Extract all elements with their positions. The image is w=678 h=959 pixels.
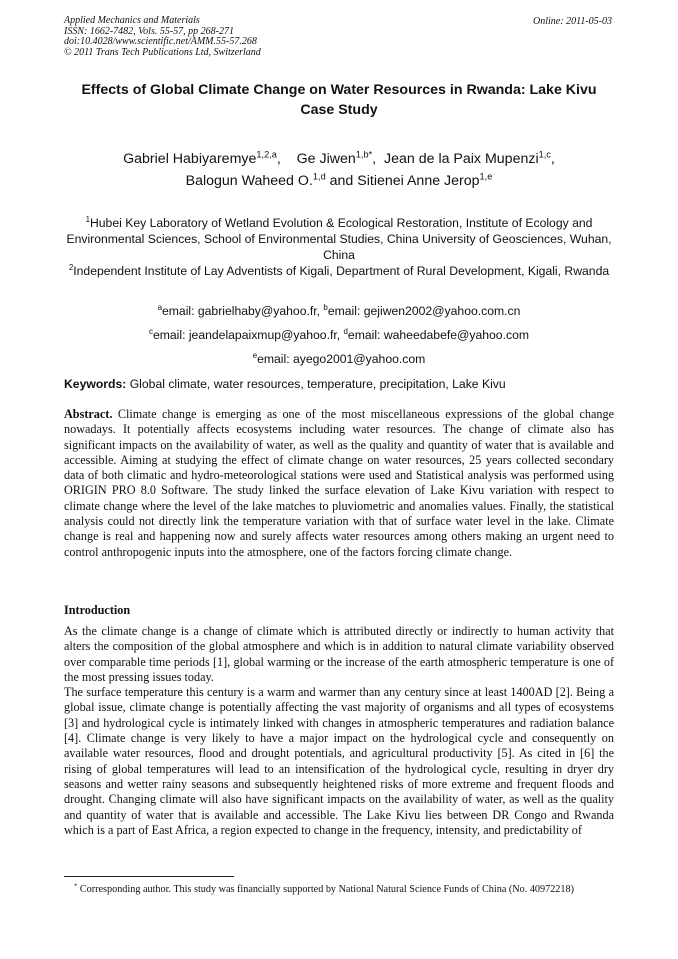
author-list xyxy=(64,148,614,192)
email-a: email: gabrielhaby@yahoo.fr, xyxy=(161,304,321,318)
footnote-mark: * xyxy=(74,882,78,890)
abstract-label: Abstract. xyxy=(64,407,113,421)
email-e: email: ayego2001@yahoo.com xyxy=(257,352,426,366)
abstract-text: Climate change is emerging as one of the most miscellaneous expressions of the global change nowadays. It potentially affects ecosystems including water resources. The change of climate also has significant impacts on the availability of water, as well as the quality and quantity of water that is available and accessible. Aiming at studying the effect of climate change on water resources, 25 years collected secondary data of both climatic and hydro-meteorological stations were used and Statistical analysis was performed using ORIGIN PRO 8.0 Software. The study linked the surface elevation of Lake Kivu variation with respect to climate change where the level of the lake matches to pluviometric and anomalies values. Finally, the statistical analysis could not directly link the temperature variation with that of surface water level in the lake. Climate change is real and happening now and surely affects water resources among others making an urgent need to control anthropogenic inputs into the atmosphere, one of the factors forcing climate change. xyxy=(64,407,615,559)
email-c: email: jeandelapaixmup@yahoo.fr, xyxy=(152,328,341,342)
footnote-rule xyxy=(64,876,234,877)
journal-info xyxy=(64,16,261,58)
journal-issn: ISSN: 1662-7482, Vols. 55-57, pp 268-271 xyxy=(64,25,234,37)
footnote xyxy=(64,883,614,896)
email-d: email: waheedabefe@yahoo.com xyxy=(347,328,529,342)
journal-doi: doi:10.4028/www.scientific.net/AMM.55-57.268 xyxy=(64,36,257,48)
paragraph: The surface temperature this century is a warm and warmer than any century since at least 1400AD [2]. Being a global issue, climate change is potentially affecting the vast majority of organisms and all types of ecosystems [3] and hydrological cycle is intimately linked with changes in atmospheric temperatures and radiation balance [4]. Climate change is very likely to have a major impact on the hydrological cycle and consequently on available water resources, flood and drought potentials, and agricultural productivity [5]. As cited in [6] the rising of global temperatures will lead to an intensification of the hydrological cycle, resulting in dryer dry seasons and wetter rainy seasons and subsequently heightened risks of more extreme and frequent floods and drought. Changing climate will also have significant impacts on the availability of water, as well as the quality and quantity of water that is available and accessible. The Lake Kivu lies between DR Congo and Rwanda which is a part of East Africa, a region expected to change in the frequency, intensity, and predictability of xyxy=(64,685,614,837)
journal-name: Applied Mechanics and Materials xyxy=(64,15,200,26)
email-b: email: gejiwen2002@yahoo.com.cn xyxy=(327,304,521,318)
footnote-text: Corresponding author. This study was financially supported by National Natural Science Funds of China (No. 40972218) xyxy=(79,884,574,895)
paragraph: As the climate change is a change of climate which is attributed directly or indirectly to human activity that alters the composition of the global atmosphere and which is in addition to natural climate variability observed over comparable time periods [1], global warming or the increase of the earth atmospheric temperature is one of the most pressing issues today. xyxy=(64,624,614,684)
author: Gabriel Habiyaremye$^{1,2,a}$, xyxy=(123,149,281,167)
section-heading: Introduction xyxy=(64,603,131,617)
keywords-label: Keywords: xyxy=(64,377,127,391)
affiliations xyxy=(64,215,614,279)
author: Ge Jiwen$^{1,b*}$, xyxy=(296,149,377,167)
abstract xyxy=(64,407,614,560)
affiliation: $^2$Independent Institute of Lay Adventists of Kigali, Department of Rural Development, Kigali, Rwanda xyxy=(68,262,610,278)
author: Jean de la Paix Mupenzi$^{1,c}$, xyxy=(384,149,555,167)
email-list: $^a$email: gabrielhaby@yahoo.fr, $^b$email: gejiwen2002@yahoo.com.cn $^c$email: jeandelapaixmup@yahoo.fr, $^d$email: waheedabefe@yahoo.com $^e$email: ayego2001@yahoo.com xyxy=(148,302,529,366)
journal-copyright: © 2011 Trans Tech Publications Ltd, Switzerland xyxy=(64,46,261,58)
online-date: Online: 2011-05-03 xyxy=(533,16,612,27)
introduction-body xyxy=(64,624,614,838)
paper-title: Effects of Global Climate Change on Water Resources in Rwanda: Lake Kivu Case Study xyxy=(81,82,597,118)
affiliation: $^1$Hubei Key Laboratory of Wetland Evolution & Ecological Restoration, Institute of Ecology and Environmental Sciences, School of Environmental Studies, China University of Geosciences, Wuhan, China xyxy=(66,214,612,262)
author: Balogun Waheed O.$^{1,d}$ and xyxy=(185,171,354,189)
author: Sitienei Anne Jerop$^{1,e}$ xyxy=(357,171,493,189)
keywords-text: Global climate, water resources, temperature, precipitation, Lake Kivu xyxy=(129,377,506,391)
keywords xyxy=(64,377,614,391)
